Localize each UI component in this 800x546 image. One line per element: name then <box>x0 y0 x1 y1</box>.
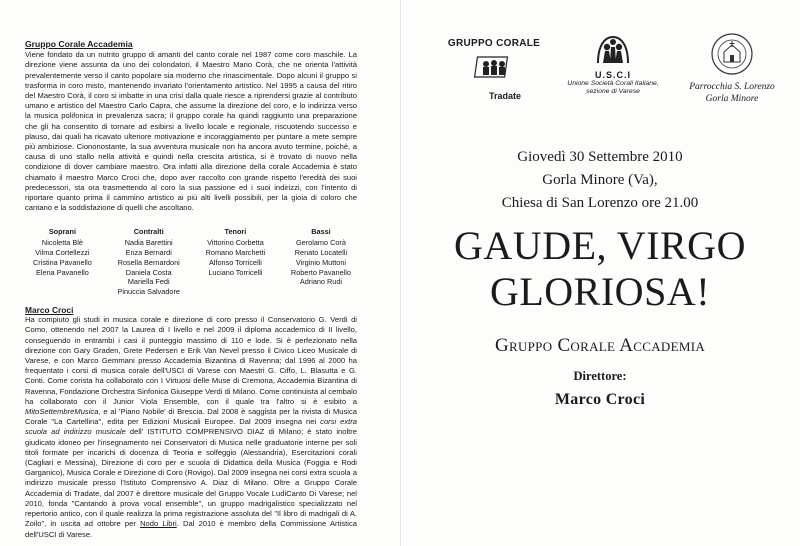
bio-part: dell' ISTITUTO COMPRENSIVO DIAZ di Milano; è stato inoltre giudicato idoneo per l'insegnamento nei Conservatori di Musica nelle graduatorie interne per soli titoli formate per incarichi di docenza di Teoria e solfeggio (Alessandria), Esercitazioni corali (Cagliari e Messina), Direzione di coro per e scuola di Didattica della Musica (Foggia e Rodi Garganico), Musica Corale e Direzione di Coro (Rovigo). Dal 2009 insegna nei corsi extra scuola a indirizzo musicale presso l'Istituto Comprensivo A. Diaz di Milano. Oltre a Gruppo Corale Accademia di Tradate, dal 2007 è direttore musicale del Gruppo Vocale LudiCanto Di Varese; nel 2010, fonda "Cantando à prova vocal ensemble", un gruppo madrigalistico specializzato nel repertorio antico, con il quale realizza la prima registrazione assoluta del "Il libro di madrigali di A. Zoilo", in uscita ad ottobre per <box>25 427 358 529</box>
page-fold <box>400 0 401 546</box>
roster-name: Enza Bernardi <box>125 248 172 258</box>
logo-gruppo-corale <box>444 38 544 101</box>
choir-name: Gruppo Corale Accademia <box>494 335 706 356</box>
usci-emblem-icon <box>595 33 631 65</box>
roster-name: Nadia Barettini <box>124 238 173 248</box>
roster-name: Luciano Torricelli <box>208 267 263 277</box>
bio-part: , e al 'Piano Nobile' di Brescia. Dal 2008 è saggista per la rivista di Musica Corale "La Cartellina", edita per Edizioni Musicali Europee. Dal 2009 insegna nei <box>25 407 357 427</box>
logo-usci <box>548 33 678 96</box>
director-label: Direttore: <box>573 369 627 383</box>
bio-part: . Dal 2010 è membro della Commissione Artistica dell'USCI di Varese. <box>25 519 357 539</box>
roster-name: Nicoletta Blè <box>41 238 83 248</box>
choir-figures-icon <box>474 53 514 83</box>
concert-title <box>420 223 780 315</box>
roster-soprani <box>33 227 92 297</box>
logo-usci-desc-2: sezione di Varese <box>586 88 640 95</box>
roster-name: Daniela Costa <box>125 267 172 277</box>
logo-gc-title: GRUPPO CORALE <box>447 38 541 49</box>
logo-usci-name: U.S.C.I <box>594 70 631 80</box>
logo-gc-city: Tradate <box>488 91 521 101</box>
logo-parr-line-1: Parrocchia S. Lorenzo <box>689 82 775 92</box>
choir-history-text: Viene fondato da un nutrito gruppo di amanti del canto corale nel 1987 come coro maschile. La direzione viene assunta da uno dei colondatori, il Maestro Mario Corà, che ne orienta l'attività prevalentemente verso il canto popolare sia moderno che rinascimentale. Dopo alcuni il gruppo si trasforma in coro misto, mantenendo invariato l'orientamento artistico. Nel 1995 a causa del ritiro del Maestro Corà, il coro si imbatte in una crisi dalla quale riesce a riprendersi grazie al contributo umano e artistico del Maestro Carlo Capra, che assume la direzione del coro, e lo indirizza verso la musica polifonica in prevalenza sacra; il gruppo corale ha quindi raggiunto una preparazione che gli ha consentito di tornare ad esibirsi a livello locale e regionale, riscuotendo successo e plauso, dai quali ha ricavato ulteriore motivazione e incoraggiamento per puntare a mete sempre più ambiziose. Ciononostante, la sua avventura musicale non ha ancora avuto termine, poiché, a causa di uno stallo nella attività e quindi nella crescita artistica, si è trovato di nuovo nella condizione di dover cambiare maestro. Ora infatti alla direzione della corale Accademia è stato chiamato il maestro Marco Croci che, dopo aver raccolto con grande rispetto l'eredità dei suoi predecessori, sta ora trasmettendo al coro la sua passione ed i suoi indirizzi, con l'intento di riportare quanto prima il cammino artistico ai più alti livelli possibili, per la gioia di coloro che cantano e la soddisfazione di quelli che ascoltano. <box>25 50 357 213</box>
roster-name: Adriano Rudi <box>299 277 343 287</box>
roster-name: Alfonso Torricelli <box>208 257 262 267</box>
choir-roster <box>33 227 351 297</box>
roster-head: Tenori <box>224 227 247 237</box>
roster-bassi <box>291 227 351 297</box>
right-panel <box>420 30 780 409</box>
parish-seal-icon <box>710 32 754 76</box>
director-bio-title: Marco Croci <box>25 305 74 316</box>
roster-contralti <box>117 227 179 297</box>
logo-usci-desc-1: Unione Società Corali Italiane, <box>567 80 659 87</box>
roster-name: Cristina Pavanello <box>33 257 92 267</box>
choir-history-title: Gruppo Corale Accademia <box>25 39 133 49</box>
event-details <box>420 146 780 215</box>
roster-tenori <box>206 227 266 297</box>
roster-name: Pinuccia Salvadore <box>117 287 180 297</box>
roster-name: Gerolamo Corà <box>296 238 346 248</box>
left-panel <box>25 39 357 540</box>
roster-name: Roberto Pavanello <box>290 267 351 277</box>
roster-head: Bassi <box>311 227 331 237</box>
roster-name: Elena Pavanello <box>36 267 89 277</box>
event-date: Giovedì 30 Settembre 2010 <box>517 149 683 165</box>
publisher-name: Nodo Libri <box>140 519 177 529</box>
bio-emphasis: corsi extra scuola ad indirizzo musicale <box>25 417 358 437</box>
roster-name: Rosella Bernardoni <box>117 257 180 267</box>
roster-name: Virginio Muttoni <box>295 257 347 267</box>
roster-head: Soprani <box>48 227 76 237</box>
director-bio-text <box>25 315 357 539</box>
roster-name: Romano Marchetti <box>205 248 266 258</box>
roster-name: Renato Locatelli <box>294 248 348 258</box>
roster-head: Contralti <box>133 227 164 237</box>
bio-part: Ha compiuto gli studi in musica corale e direzione di coro presso il Conservatorio G. Verdi di Como, ottenendo nel 2007 la Laurea di I livello e nel 2009 il diploma accademico di II livello, conseguendo in entrambi i casi il punteggio massimo di 110 e lode. Si è perfezionato nella direzione con Gary Graden, Grete Pedersen e Erik Van Nevel presso il Civico Liceo Musicale di Varese, e con Marco Gemmani presso Accademia Bizantina di Ravenna; dal 1996 al 2000 ha frequentato i corsi di musica corale dell'USCI di Varese con Maestri G. Ciffo, L. Blasutta e G. Conti. Come corista ha collaborato con I Virtuosi delle Muse di Cremona, Accademia Bizantina di Ravenna, Fondazione Orchestra Sinfonica Giuseppe Verdi di Milano. Come continuista al cembalo ha collaborato con il Junior Viola Ensemble, con il quale tra l'altro si è esibito a <box>25 315 357 406</box>
event-venue-time: Chiesa di San Lorenzo ore 21.00 <box>501 195 699 211</box>
director-name: Marco Croci <box>554 391 646 408</box>
concert-title-line-1: GAUDE, VIRGO <box>454 223 746 268</box>
event-place: Gorla Minore (Va), <box>542 172 658 188</box>
roster-name: Vittorino Corbetta <box>207 238 264 248</box>
roster-name: Vilma Cortellezzi <box>35 248 90 258</box>
logo-parrocchia <box>682 32 782 105</box>
sponsor-logos <box>420 30 780 122</box>
roster-name: Mariella Fedi <box>127 277 170 287</box>
logo-parr-line-2: Gorla Minore <box>705 94 759 104</box>
bio-emphasis: MitoSettembreMusica <box>25 407 99 417</box>
concert-title-line-2: GLORIOSA! <box>489 269 711 314</box>
